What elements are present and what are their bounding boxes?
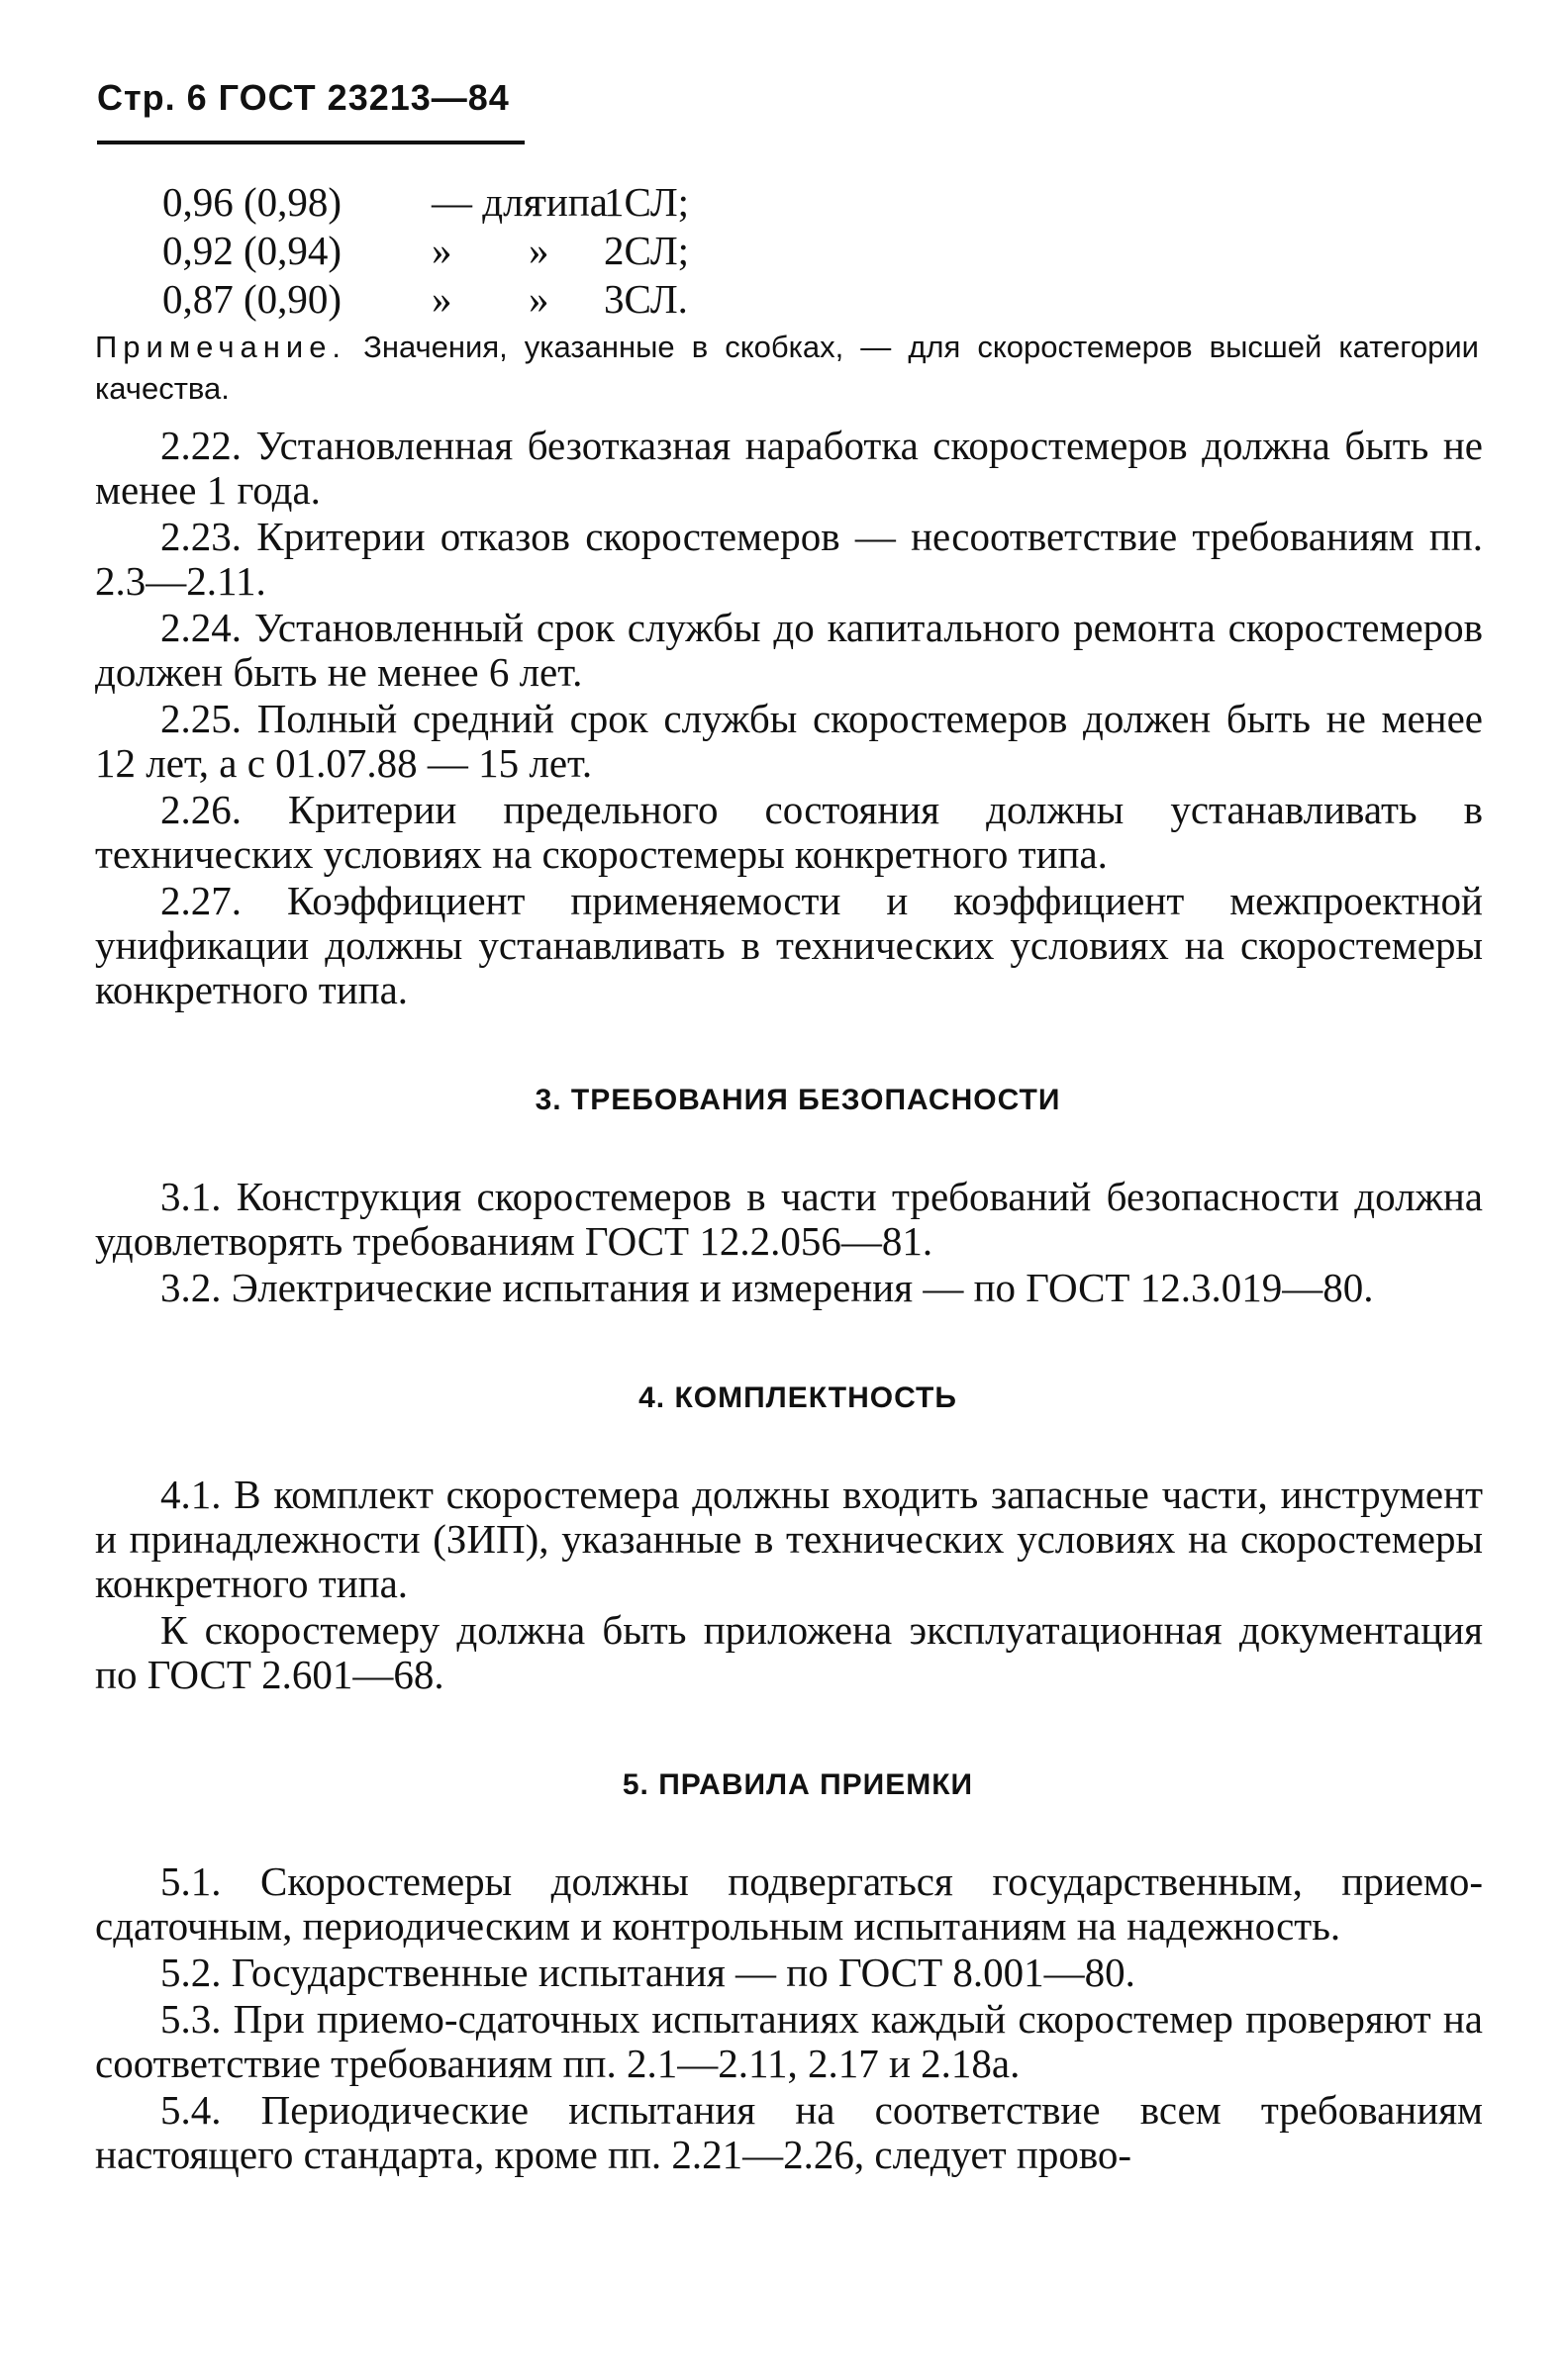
note — [95, 327, 1479, 410]
section-heading: 3. ТРЕБОВАНИЯ БЕЗОПАСНОСТИ — [535, 1084, 1061, 1116]
ditto-cell: — для — [432, 179, 542, 225]
paragraph: К скоростемеру должна быть приложена эксплуатационная документация по ГОСТ 2.601—68. — [95, 1607, 1483, 1697]
paragraph: 2.24. Установленный срок службы до капитального ремонта скоростемеров должен быть не менее 6 лет. — [95, 605, 1483, 695]
document-body — [95, 424, 1483, 2179]
value-cell: 0,96 (0,98) — [162, 179, 343, 225]
paragraph: 5.1. Скоростемеры должны подвергаться государственным, приемо-сдаточным, периодическим и контрольным испытаниям на надежность. — [95, 1858, 1483, 1949]
paragraph: 3.1. Конструкция скоростемеров в части требований безопасности должна удовлетворять требованиям ГОСТ 12.2.056—81. — [95, 1174, 1483, 1264]
paragraph: 5.4. Периодические испытания на соответствие всем требованиям настоящего стандарта, кроме пп. 2.21—2.26, следует прово- — [95, 2087, 1483, 2177]
paragraph: 3.2. Электрические испытания и измерения — по ГОСТ 12.3.019—80. — [160, 1265, 1374, 1310]
paragraph: 2.25. Полный средний срок службы скоростемеров должен быть не менее 12 лет, а с 01.07.88 — 15 лет. — [95, 696, 1483, 786]
type-cell: 2СЛ; — [604, 228, 690, 273]
paragraph: 5.3. При приемо-сдаточных испытаниях каждый скоростемер проверяют на соответствие требованиям пп. 2.1—2.11, 2.17 и 2.18а. — [95, 1996, 1483, 2086]
header-rule — [97, 141, 525, 144]
section-heading: 4. КОМПЛЕКТНОСТЬ — [638, 1381, 957, 1414]
paragraph: 2.22. Установленная безотказная наработка скоростемеров должна быть не менее 1 года. — [95, 423, 1483, 513]
paragraph: 2.27. Коэффициент применяемости и коэффициент межпроектной унификации должны устанавливать в технических условиях на скоростемеры конкретного типа. — [95, 878, 1483, 1012]
value-cell: 0,87 (0,90) — [162, 276, 343, 322]
note-text: Значения, указанные в скобках, — для скоростемеров высшей категории качества. — [95, 330, 1479, 406]
paragraph: 2.26. Критерии предельного состояния должны устанавливать в технических условиях на скоростемеры конкретного типа. — [95, 787, 1483, 877]
type-cell: 1СЛ; — [604, 179, 690, 225]
value-cell: 0,92 (0,94) — [162, 228, 343, 273]
ditto-cell: » — [529, 276, 549, 322]
ditto-cell: типа — [529, 179, 608, 225]
paragraph: 4.1. В комплект скоростемера должны входить запасные части, инструмент и принадлежности (ЗИП), указанные в технических условиях на скоростемеры конкретного типа. — [95, 1472, 1483, 1606]
page-header: Стр. 6 ГОСТ 23213—84 — [97, 77, 510, 118]
ditto-cell: » — [529, 228, 549, 273]
paragraph: 2.23. Критерии отказов скоростемеров — несоответствие требованиям пп. 2.3—2.11. — [95, 514, 1483, 604]
type-cell: 3СЛ. — [604, 276, 688, 322]
paragraph: 5.2. Государственные испытания — по ГОСТ 8.001—80. — [160, 1950, 1135, 1995]
section-heading: 5. ПРАВИЛА ПРИЕМКИ — [622, 1768, 974, 1801]
ditto-cell: » — [432, 228, 452, 273]
ditto-cell: » — [432, 276, 452, 322]
note-label: Примечание. — [95, 330, 347, 364]
